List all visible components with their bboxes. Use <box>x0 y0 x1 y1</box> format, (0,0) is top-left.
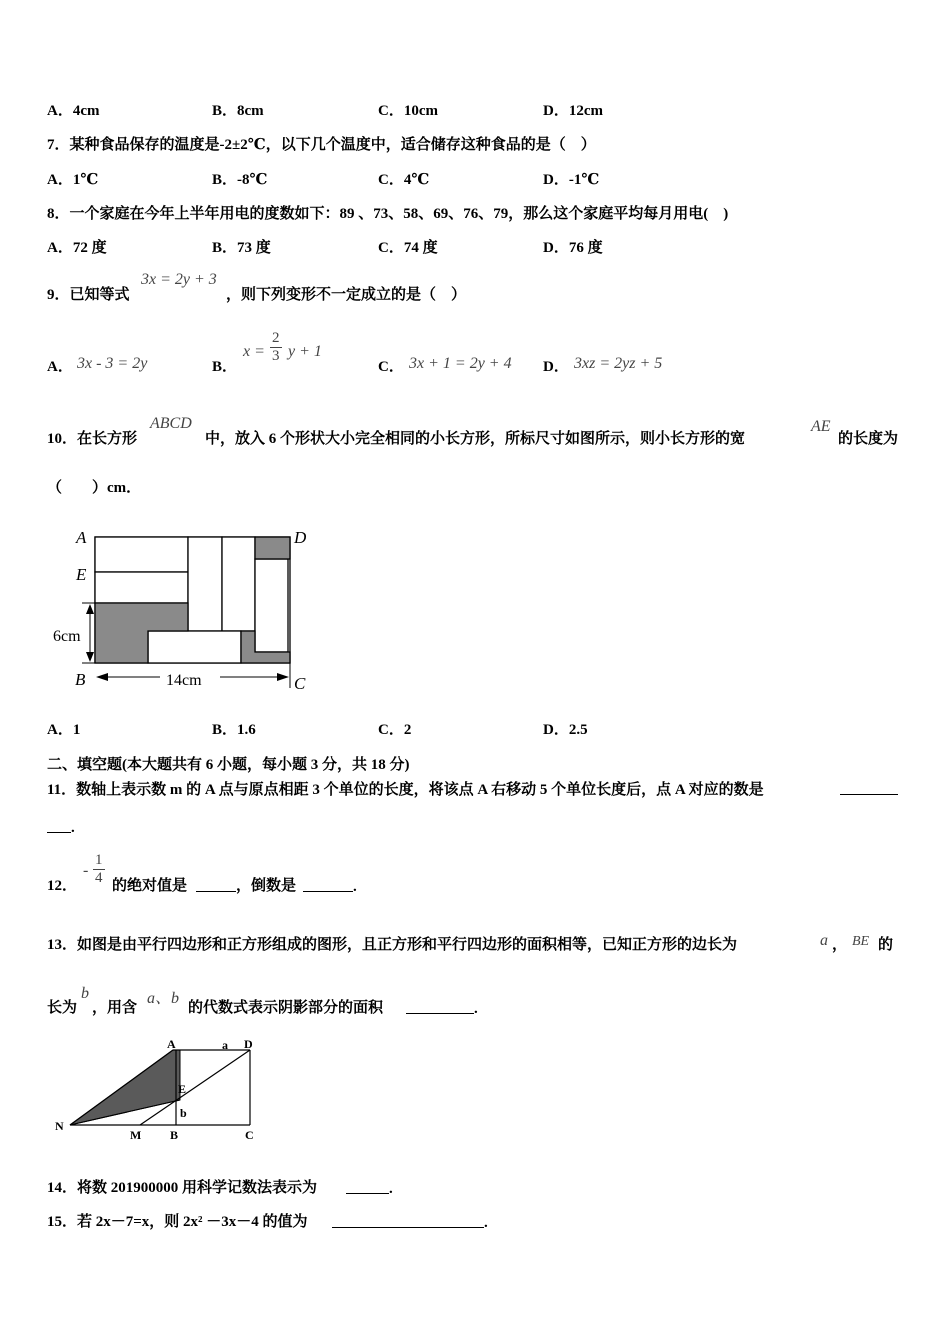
q9-option-d: 3xz = 2yz + 5 <box>574 355 663 372</box>
q12-text-abs: 的绝对值是 <box>112 878 188 894</box>
q13-label-c: C <box>245 1128 254 1142</box>
q14-period: . <box>389 1181 393 1197</box>
q9-option-b-numerator: 2 <box>272 330 280 346</box>
q13-stem-line1: 13．如图是由平行四边形和正方形组成的图形，且正方形和平行四边形的面积相等，已知正方形的边长为 <box>47 937 738 953</box>
q13-stem-line2b: ，用含 <box>92 1000 138 1016</box>
q10-ae-label: AE <box>811 418 831 435</box>
q7-stem: 7．某种食品保存的温度是-2±2℃，以下几个温度中，适合储存这种食品的是（ ） <box>47 137 596 153</box>
q14-answer-blank <box>346 1178 389 1194</box>
q13-stem-line2a: 长为 <box>47 1000 78 1016</box>
q11-answer-blank-cont <box>47 817 71 833</box>
q10-figure <box>45 522 325 697</box>
q6-option-c: C．10cm <box>378 103 438 119</box>
q10-label-d: D <box>294 528 307 547</box>
q13-var-be: BE <box>852 934 870 949</box>
q13-var-b: b <box>81 985 89 1002</box>
q7-option-a: A．1℃ <box>47 172 99 188</box>
q9-option-c: 3x + 1 = 2y + 4 <box>409 355 512 372</box>
q6-option-d: D．12cm <box>543 103 603 119</box>
q13-period: . <box>474 1001 478 1017</box>
q10-small-rect-3 <box>188 537 222 631</box>
q10-option-d: D．2.5 <box>543 722 588 738</box>
q7-option-c: C．4℃ <box>378 172 430 188</box>
q8-option-b: B．73 度 <box>212 240 271 256</box>
q10-label-c: C <box>294 674 306 693</box>
q10-height-label: 6cm <box>53 628 81 645</box>
q9-option-a: 3x - 3 = 2y <box>77 355 148 372</box>
q10-option-a: A．1 <box>47 722 81 738</box>
q10-rect-label: ABCD <box>150 415 192 432</box>
q10-option-b: B．1.6 <box>212 722 256 738</box>
q13-stem-line2c: 的代数式表示阴影部分的面积 <box>188 1000 384 1016</box>
q10-stem-line2: （ ）cm． <box>47 480 142 496</box>
q13-label-m: M <box>130 1128 142 1142</box>
q9-stem-suffix: ，则下列变形不一定成立的是（ ） <box>226 287 467 303</box>
q13-label-d: D <box>244 1037 253 1051</box>
q11-period: . <box>71 820 75 836</box>
q13-comma: ， <box>832 937 848 953</box>
q10-small-rect-5 <box>255 559 288 652</box>
q7-option-d: D．-1℃ <box>543 172 600 188</box>
q10-option-c: C．2 <box>378 722 412 738</box>
q11-stem: 11．数轴上表示数 m 的 A 点与原点相距 3 个单位的长度，将该点 A 右移动 5 个单位长度后，点 A 对应的数是 <box>47 782 764 798</box>
q10-small-rect-1 <box>95 537 188 572</box>
q8-option-a: A．72 度 <box>47 240 107 256</box>
q10-height-arrow-up <box>86 604 94 614</box>
q12-blank-reciprocal <box>303 876 353 892</box>
q12-minus-sign: - <box>83 862 89 879</box>
q15-stem: 15．若 2x－7=x，则 2x² －3x－4 的值为 <box>47 1214 308 1230</box>
q12-fraction <box>93 852 105 887</box>
q12-denominator: 4 <box>95 870 103 886</box>
q9-option-b-rhs: y + 1 <box>288 343 322 360</box>
q9-option-b-denominator: 3 <box>272 348 280 364</box>
q13-figure <box>50 1036 265 1146</box>
q11-answer-blank <box>840 779 898 795</box>
q9-stem-prefix: 9．已知等式 <box>47 287 130 303</box>
q15-period: . <box>484 1215 488 1231</box>
q13-label-side-a: a <box>222 1038 228 1052</box>
q13-answer-blank <box>406 998 474 1014</box>
q12-period: . <box>353 879 357 895</box>
q13-label-a: A <box>167 1037 176 1051</box>
q10-small-rect-2 <box>95 572 188 603</box>
q12-numerator: 1 <box>95 852 103 868</box>
q6-option-a: A．4cm <box>47 103 100 119</box>
q9-option-d-label: D． <box>543 359 569 375</box>
q10-width-label: 14cm <box>166 672 202 689</box>
q10-width-arrow-left <box>96 673 108 681</box>
q9-option-b-fraction <box>270 330 282 365</box>
q10-height-arrow-down <box>86 652 94 662</box>
q12-text-reciprocal: ，倒数是 <box>236 878 297 894</box>
q7-option-b: B．-8℃ <box>212 172 268 188</box>
q13-var-a: a <box>820 932 828 949</box>
q9-equation: 3x = 2y + 3 <box>141 271 217 288</box>
q10-stem-part2: 中，放入 6 个形状大小完全相同的小长方形，所标尺寸如图所示，则小长方形的宽 <box>205 431 746 447</box>
q6-option-b: B．8cm <box>212 103 264 119</box>
q9-option-a-label: A． <box>47 359 73 375</box>
q9-option-b-lhs: x = <box>243 343 265 360</box>
q13-label-b: B <box>170 1128 179 1142</box>
q8-stem: 8．一个家庭在今年上半年用电的度数如下：89 、73、58、69、76、79，那么这个家庭平均每月用电( ) <box>47 206 729 222</box>
q9-option-b-label: B． <box>212 359 238 375</box>
q13-shaded-triangle <box>70 1050 180 1125</box>
q13-label-side-b: b <box>180 1106 187 1120</box>
q10-small-rect-4 <box>222 537 255 631</box>
q12-number: 12． <box>47 878 78 894</box>
q13-var-ab: a、b <box>147 990 180 1007</box>
q10-label-a: A <box>76 528 87 547</box>
q10-stem-part1: 10．在长方形 <box>47 431 138 447</box>
q10-label-b: B <box>75 670 86 689</box>
q9-option-c-label: C． <box>378 359 404 375</box>
q13-de: 的 <box>878 937 894 953</box>
q10-small-rect-6 <box>148 631 241 663</box>
q8-option-c: C．74 度 <box>378 240 438 256</box>
q14-stem: 14．将数 201900000 用科学记数法表示为 <box>47 1180 318 1196</box>
q10-label-e: E <box>76 565 87 584</box>
q13-label-e: E <box>178 1082 187 1096</box>
section2-heading: 二、填空题(本大题共有 6 小题，每小题 3 分，共 18 分) <box>47 757 410 773</box>
q8-option-d: D．76 度 <box>543 240 603 256</box>
q10-stem-part3: 的长度为 <box>838 431 899 447</box>
q10-shaded-region-top-right <box>255 537 290 559</box>
q12-blank-abs <box>196 876 236 892</box>
q15-answer-blank <box>332 1212 484 1228</box>
q10-width-arrow-right <box>277 673 289 681</box>
q13-label-n: N <box>55 1119 64 1133</box>
